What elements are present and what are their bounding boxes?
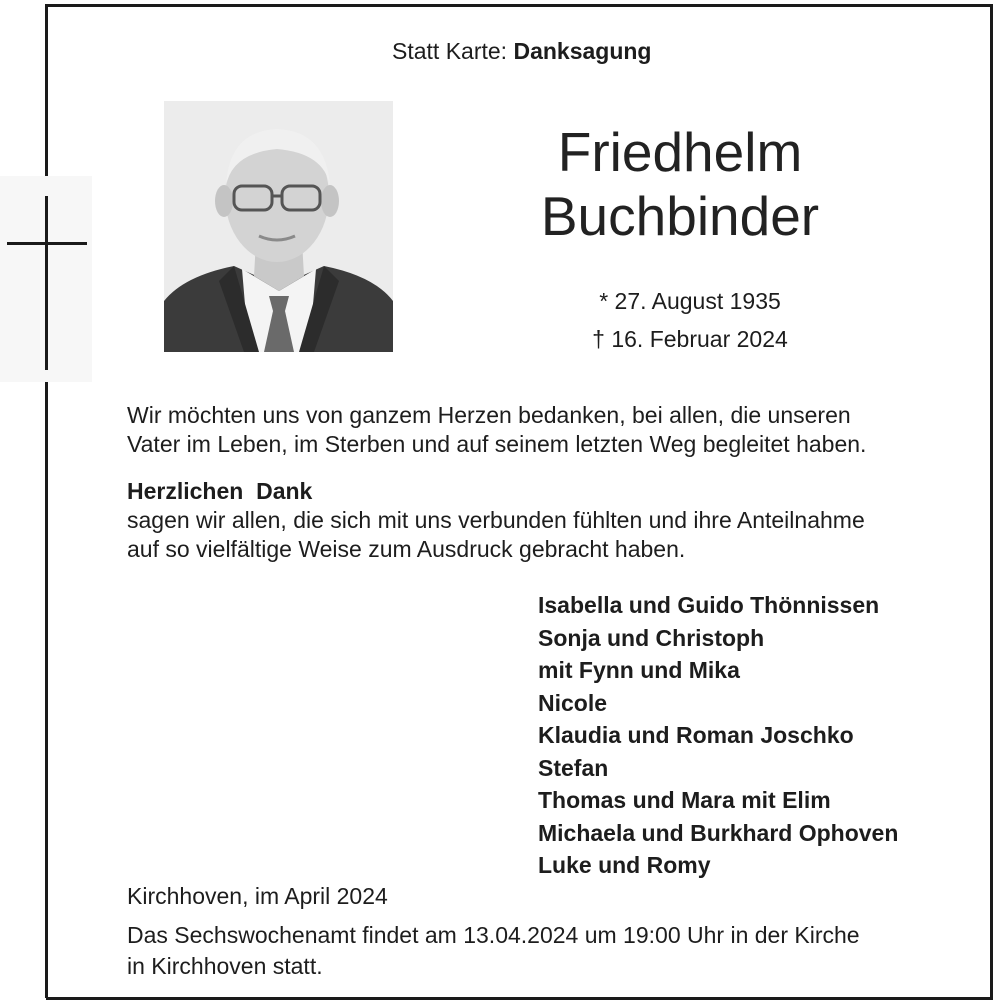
- signer: Michaela und Burkhard Ophoven: [538, 819, 899, 846]
- paragraph-line: Wir möchten uns von ganzem Herzen bedanken, bei allen, die unseren: [127, 402, 851, 428]
- header: [392, 38, 651, 65]
- thanks-paragraph: [127, 401, 866, 459]
- paragraph-line: auf so vielfältige Weise zum Ausdruck gebracht haben.: [127, 536, 686, 562]
- cross-icon-horizontal: [7, 242, 87, 245]
- signer: Sonja und Christoph: [538, 624, 765, 651]
- deceased-name: [510, 120, 850, 248]
- notice-line: in Kirchhoven statt.: [127, 953, 323, 979]
- signer: Klaudia und Roman Joschko: [538, 722, 854, 748]
- cross-icon-vertical: [45, 196, 48, 370]
- header-title: Danksagung: [513, 38, 652, 64]
- birth-date: * 27. August 1935: [599, 288, 781, 314]
- notice-line: Das Sechswochenamt findet am 13.04.2024 um 19:00 Uhr in der Kirche: [127, 922, 860, 948]
- appreciation-paragraph: [127, 506, 865, 564]
- signer: Nicole: [538, 689, 608, 716]
- signer: Stefan: [538, 754, 609, 781]
- signer: Isabella und Guido Thönnissen: [538, 592, 880, 618]
- signer: Thomas und Mara mit Elim: [538, 787, 831, 813]
- thanks-heading: Herzlichen Dank: [127, 478, 313, 504]
- signer: mit Fynn und Mika: [538, 657, 740, 683]
- service-notice: [127, 920, 967, 982]
- frame-left-border-bottom: [45, 382, 48, 998]
- header-prefix: Statt Karte:: [392, 38, 508, 64]
- last-name: Buchbinder: [540, 185, 820, 247]
- life-dates: [540, 282, 840, 358]
- signers-list: [538, 589, 898, 882]
- frame-left-border-top: [45, 4, 48, 176]
- paragraph-line: sagen wir allen, die sich mit uns verbunden fühlten und ihre Anteilnahme: [127, 507, 865, 533]
- place-date: Kirchhoven, im April 2024: [127, 883, 388, 909]
- first-name: Friedhelm: [557, 121, 803, 183]
- portrait-icon: [164, 101, 393, 352]
- death-date: † 16. Februar 2024: [592, 326, 788, 352]
- signer: Luke und Romy: [538, 852, 711, 878]
- portrait-photo: [164, 101, 393, 352]
- paragraph-line: Vater im Leben, im Sterben und auf seinem letzten Weg begleitet haben.: [127, 431, 867, 457]
